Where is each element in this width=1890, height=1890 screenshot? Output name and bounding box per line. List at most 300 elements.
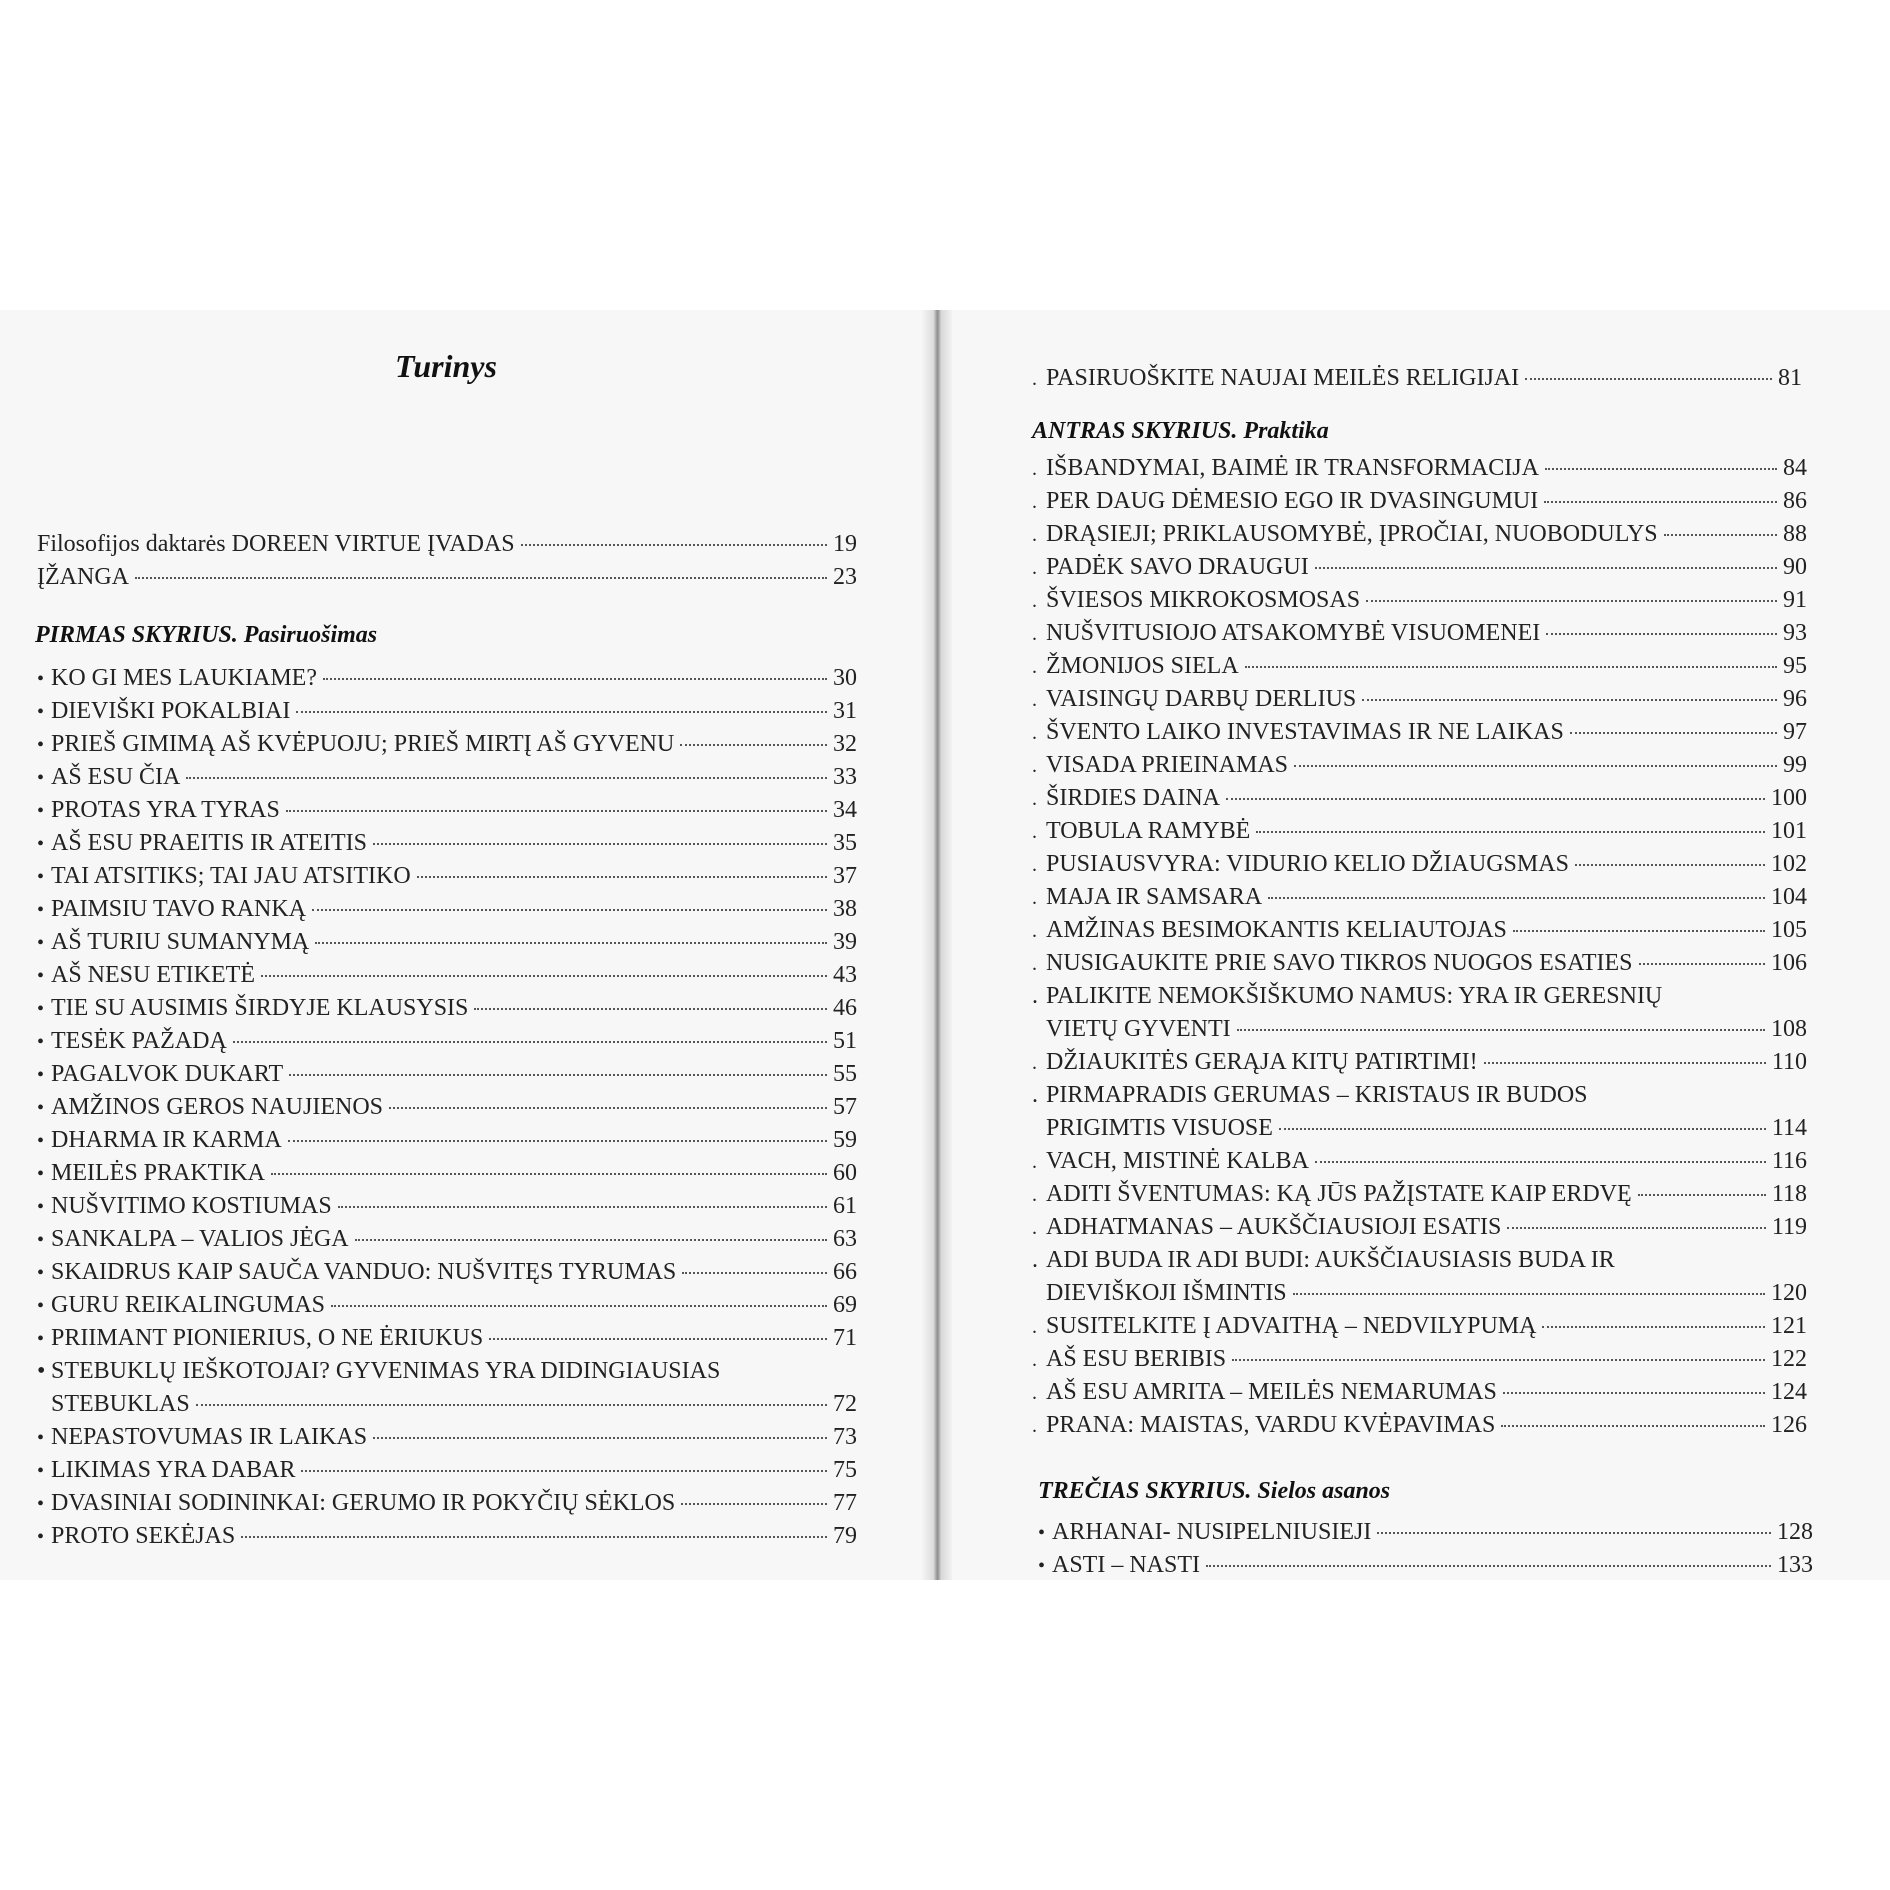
bullet: . [1032, 368, 1037, 390]
dot-leader [288, 1140, 827, 1142]
toc-entry [37, 893, 857, 926]
dot-leader [1315, 567, 1777, 569]
page-number: 106 [1771, 950, 1807, 976]
toc-entry-continuation: DIEVIŠKOJI IŠMINTIS [1046, 1280, 1287, 1306]
toc-entry-label: PASIRUOŠKITE NAUJAI MEILĖS RELIGIJAI [1046, 365, 1520, 391]
toc-entry-label: PAGALVOK DUKART [51, 1061, 284, 1087]
toc-entry-label: DVASINIAI SODININKAI: GERUMO IR POKYČIŲ SĖKLOS [51, 1490, 676, 1516]
toc-entry-label: DŽIAUKITĖS GERĄJA KITŲ PATIRTIMI! [1046, 1049, 1478, 1075]
dot-leader [373, 843, 827, 845]
toc-entry-label: GURU REIKALINGUMAS [51, 1292, 325, 1318]
bullet: . [1032, 458, 1037, 480]
toc-entry-label: PIRMAPRADIS GERUMAS – KRISTAUS IR BUDOS [1046, 1082, 1588, 1108]
bullet: . [1032, 722, 1037, 744]
toc-entry [37, 1157, 857, 1190]
page-number: 97 [1783, 719, 1807, 745]
dot-leader [271, 1173, 827, 1175]
dot-leader [1513, 930, 1765, 932]
toc-entry-label: VAISINGŲ DARBŲ DERLIUS [1046, 686, 1357, 712]
bullet: • [37, 1163, 45, 1185]
toc-entry-label: PALIKITE NEMOKŠIŠKUMO NAMUS: YRA IR GERESNIŲ [1046, 983, 1663, 1009]
toc-entry-label: KO GI MES LAUKIAME? [51, 665, 317, 691]
toc-entry [37, 1289, 857, 1322]
toc-entry-label: NUŠVITUSIOJO ATSAKOMYBĖ VISUOMENEI [1046, 620, 1541, 646]
toc-entry-label: IŠBANDYMAI, BAIMĖ IR TRANSFORMACIJA [1046, 455, 1539, 481]
toc-entry [37, 1223, 857, 1256]
bullet: . [1032, 491, 1037, 513]
toc-entry-label: NUŠVITIMO KOSTIUMAS [51, 1193, 332, 1219]
toc-entry-label: NUSIGAUKITE PRIE SAVO TIKROS NUOGOS ESATIES [1046, 950, 1633, 976]
toc-entry-line [1032, 980, 1662, 1012]
toc-entry-label: DIEVIŠKI POKALBIAI [51, 698, 291, 724]
page-number: 81 [1778, 365, 1802, 391]
right-page [942, 310, 1890, 1580]
page-number: 122 [1771, 1346, 1807, 1372]
dot-leader [186, 777, 827, 779]
dot-leader [1503, 1392, 1765, 1394]
page-number: 116 [1771, 1148, 1807, 1174]
bullet: . [1032, 1316, 1037, 1338]
toc-entry-label: ADI BUDA IR ADI BUDI: AUKŠČIAUSIASIS BUDA IR [1046, 1247, 1615, 1273]
bullet: . [1032, 920, 1037, 942]
bullet: • [37, 668, 45, 690]
bullet: • [37, 767, 45, 789]
dot-leader [1293, 1293, 1765, 1295]
dot-leader [681, 1503, 827, 1505]
page-number: 120 [1771, 1280, 1807, 1306]
toc-entry [1032, 683, 1807, 716]
toc-entry-label: AŠ ESU BERIBIS [1046, 1346, 1227, 1372]
toc-entry-label: DHARMA IR KARMA [51, 1127, 282, 1153]
chapter-heading [1038, 1478, 1390, 1505]
bullet: . [1032, 1247, 1038, 1273]
toc-entry [1032, 1211, 1807, 1244]
toc-entry [1032, 881, 1807, 914]
toc-entry-label: DRĄSIEJI; PRIKLAUSOMYBĖ, ĮPROČIAI, NUOBODULYS [1046, 521, 1658, 547]
page-number: 79 [833, 1523, 857, 1549]
toc-entry [1032, 1046, 1807, 1079]
toc-entry-label: PROTAS YRA TYRAS [51, 797, 280, 823]
dot-leader [1546, 633, 1777, 635]
toc-entry [1032, 914, 1807, 947]
bullet: • [37, 833, 45, 855]
toc-entry-label: ŠVENTO LAIKO INVESTAVIMAS IR NE LAIKAS [1046, 719, 1564, 745]
bullet: • [37, 998, 45, 1020]
toc-entry-label: SUSITELKITE Į ADVAITHĄ – NEDVILYPUMĄ [1046, 1313, 1537, 1339]
dot-leader [1294, 765, 1777, 767]
toc-entry-label: AMŽINAS BESIMOKANTIS KELIAUTOJAS [1046, 917, 1507, 943]
chapter-label: PIRMAS SKYRIUS. [35, 622, 244, 648]
bullet: . [1032, 854, 1037, 876]
page-number: 105 [1771, 917, 1807, 943]
dot-leader [331, 1305, 827, 1307]
toc-entry [1032, 617, 1807, 650]
page-number: 84 [1783, 455, 1807, 481]
dot-leader [1639, 963, 1766, 965]
page-number: 63 [833, 1226, 857, 1252]
toc-entry-label: PROTO SEKĖJAS [51, 1523, 236, 1549]
dot-leader [680, 744, 827, 746]
toc-entry [1032, 848, 1807, 881]
toc-entry [51, 1388, 857, 1420]
toc-entry [1032, 551, 1807, 584]
page-number: 91 [1783, 587, 1807, 613]
bullet: . [1032, 1151, 1037, 1173]
toc-entry [37, 1520, 857, 1553]
toc-entry [1032, 1178, 1807, 1211]
toc-entry-label: VACH, MISTINĖ KALBA [1046, 1148, 1309, 1174]
toc-entry [37, 1454, 857, 1487]
bullet: • [37, 1097, 45, 1119]
dot-leader [1501, 1425, 1765, 1427]
toc-entry-continuation: VIETŲ GYVENTI [1046, 1016, 1231, 1042]
dot-leader [417, 876, 827, 878]
dot-leader [1206, 1565, 1771, 1567]
bullet: . [1032, 1382, 1037, 1404]
bullet: • [37, 1526, 45, 1548]
toc-entry-label: ŠVIESOS MIKROKOSMOSAS [1046, 587, 1361, 613]
bullet: • [37, 932, 45, 954]
toc-entry-label: TOBULA RAMYBĖ [1046, 818, 1251, 844]
toc-entry [37, 1322, 857, 1355]
toc-entry [37, 992, 857, 1025]
toc-entry [1032, 362, 1802, 395]
page-number: 72 [833, 1391, 857, 1417]
chapter-heading [35, 622, 377, 649]
toc-entry [37, 695, 857, 728]
dot-leader [196, 1404, 827, 1406]
toc-entry [1032, 1343, 1807, 1376]
toc-entry-label: MEILĖS PRAKTIKA [51, 1160, 265, 1186]
toc-entry [1032, 1376, 1807, 1409]
page-number: 119 [1771, 1214, 1807, 1240]
dot-leader [1268, 897, 1765, 899]
toc-entry [1032, 485, 1807, 518]
dot-leader [1366, 600, 1777, 602]
toc-entry [37, 561, 857, 593]
toc-entry [37, 528, 857, 560]
page-number: 55 [833, 1061, 857, 1087]
bullet: • [37, 1358, 46, 1384]
toc-entry [37, 959, 857, 992]
toc-entry [1032, 1310, 1807, 1343]
bullet: . [1032, 983, 1038, 1009]
toc-entry [37, 1025, 857, 1058]
dot-leader [521, 544, 827, 546]
bullet: • [37, 1427, 45, 1449]
dot-leader [1279, 1128, 1766, 1130]
toc-entry-label: SANKALPA – VALIOS JĖGA [51, 1226, 349, 1252]
bullet: . [1032, 623, 1037, 645]
toc-entry-label: AŠ TURIU SUMANYMĄ [51, 929, 310, 955]
page-number: 37 [833, 863, 857, 889]
bullet: . [1032, 755, 1037, 777]
dot-leader [1542, 1326, 1765, 1328]
dot-leader [682, 1272, 827, 1274]
bullet: • [37, 866, 45, 888]
page-number: 99 [1783, 752, 1807, 778]
dot-leader [1638, 1194, 1766, 1196]
toc-entry-label: SKAIDRUS KAIP SAUČA VANDUO: NUŠVITĘS TYRUMAS [51, 1259, 677, 1285]
toc-entry-label: PRIEŠ GIMIMĄ AŠ KVĖPUOJU; PRIEŠ MIRTĮ AŠ GYVENU [51, 731, 675, 757]
dot-leader [312, 909, 827, 911]
page-number: 77 [833, 1490, 857, 1516]
page-number: 71 [833, 1325, 857, 1351]
page-number: 95 [1783, 653, 1807, 679]
bullet: • [37, 1262, 45, 1284]
toc-entry-label: PRANA: MAISTAS, VARDU KVĖPAVIMAS [1046, 1412, 1496, 1438]
bullet: . [1032, 1184, 1037, 1206]
toc-entry-label: AŠ ESU PRAEITIS IR ATEITIS [51, 830, 368, 856]
toc-entry-label: ADITI ŠVENTUMAS: KĄ JŪS PAŽĮSTATE KAIP ERDVĘ [1046, 1181, 1632, 1207]
bullet: • [1038, 1555, 1046, 1577]
dot-leader [489, 1338, 827, 1340]
toc-entry [37, 662, 857, 695]
page-number: 30 [833, 665, 857, 691]
page-number: 133 [1777, 1552, 1813, 1578]
bullet: • [37, 800, 45, 822]
bullet: . [1032, 590, 1037, 612]
bullet: . [1032, 788, 1037, 810]
dot-leader [1237, 1029, 1765, 1031]
bullet: • [37, 1328, 45, 1350]
page-number: 61 [833, 1193, 857, 1219]
bullet: • [1038, 1522, 1046, 1544]
dot-leader [474, 1008, 827, 1010]
toc-entry [1032, 782, 1807, 815]
chapter-title: Praktika [1243, 418, 1329, 444]
bullet: • [37, 734, 45, 756]
toc-entry-label: AŠ ESU AMRITA – MEILĖS NEMARUMAS [1046, 1379, 1497, 1405]
page-number: 96 [1783, 686, 1807, 712]
toc-entry-label: ASTI – NASTI [1052, 1552, 1200, 1578]
book-gutter [922, 310, 952, 1580]
toc-entry-label: PAIMSIU TAVO RANKĄ [51, 896, 307, 922]
dot-leader [1226, 798, 1765, 800]
bullet: . [1032, 557, 1037, 579]
page-number: 102 [1771, 851, 1807, 877]
dot-leader [1544, 501, 1777, 503]
toc-entry-label: NEPASTOVUMAS IR LAIKAS [51, 1424, 368, 1450]
page-number: 124 [1771, 1379, 1807, 1405]
chapter-label: ANTRAS SKYRIUS. [1032, 418, 1244, 444]
toc-entry-label: STEBUKLŲ IEŠKOTOJAI? GYVENIMAS YRA DIDINGIAUSIAS [51, 1358, 721, 1384]
toc-entry-continuation: PRIGIMTIS VISUOSE [1046, 1115, 1273, 1141]
bullet: . [1032, 1349, 1037, 1371]
toc-entry [37, 1256, 857, 1289]
page-number: 59 [833, 1127, 857, 1153]
bullet: . [1032, 524, 1037, 546]
toc-entry [1032, 452, 1807, 485]
dot-leader [233, 1041, 827, 1043]
bullet: • [37, 1064, 45, 1086]
dot-leader [1507, 1227, 1766, 1229]
page-number: 104 [1771, 884, 1807, 910]
page-number: 19 [833, 531, 857, 557]
toc-entry [1032, 716, 1807, 749]
bullet: • [37, 1460, 45, 1482]
chapter-heading [1032, 418, 1329, 445]
page-number: 110 [1771, 1049, 1807, 1075]
page-number: 108 [1771, 1016, 1807, 1042]
toc-entry [37, 1091, 857, 1124]
toc-entry [37, 860, 857, 893]
dot-leader [1570, 732, 1777, 734]
page-number: 118 [1771, 1181, 1807, 1207]
chapter-title: Pasiruošimas [243, 622, 378, 648]
toc-entry [37, 1421, 857, 1454]
toc-entry [1046, 1112, 1807, 1144]
page-number: 73 [833, 1424, 857, 1450]
bullet: . [1032, 1217, 1037, 1239]
toc-entry [1032, 1145, 1807, 1178]
bullet: . [1032, 821, 1037, 843]
dot-leader [1362, 699, 1777, 701]
toc-entry [37, 794, 857, 827]
page-number: 101 [1771, 818, 1807, 844]
toc-entry-label: AMŽINOS GEROS NAUJIENOS [51, 1094, 384, 1120]
toc-entry-label: PUSIAUSVYRA: VIDURIO KELIO DŽIAUGSMAS [1046, 851, 1569, 877]
toc-entry-label: ŽMONIJOS SIELA [1046, 653, 1239, 679]
bullet: • [37, 1295, 45, 1317]
page-number: 23 [833, 564, 857, 590]
page-number: 90 [1783, 554, 1807, 580]
bullet: . [1032, 689, 1037, 711]
page-number: 69 [833, 1292, 857, 1318]
dot-leader [389, 1107, 827, 1109]
page-number: 35 [833, 830, 857, 856]
page-number: 57 [833, 1094, 857, 1120]
page-number: 38 [833, 896, 857, 922]
dot-leader [261, 975, 827, 977]
toc-entry-label: PRIIMANT PIONIERIUS, O NE ĖRIUKUS [51, 1325, 484, 1351]
bullet: • [37, 899, 45, 921]
dot-leader [355, 1239, 827, 1241]
dot-leader [315, 942, 827, 944]
page-number: 34 [833, 797, 857, 823]
toc-entry-line [1032, 1244, 1615, 1276]
toc-entry-label: ARHANAI- NUSIPELNIUSIEJI [1052, 1519, 1372, 1545]
dot-leader [1664, 534, 1777, 536]
toc-entry-label: TESĖK PAŽADĄ [51, 1028, 227, 1054]
page-number: 51 [833, 1028, 857, 1054]
bullet: • [37, 1031, 45, 1053]
bullet: • [37, 701, 45, 723]
toc-entry [37, 1487, 857, 1520]
bullet: • [37, 1196, 45, 1218]
bullet: . [1032, 953, 1037, 975]
page-number: 88 [1783, 521, 1807, 547]
dot-leader [1545, 468, 1777, 470]
toc-entry [1046, 1277, 1807, 1309]
toc-entry [1032, 947, 1807, 980]
toc-entry [37, 1190, 857, 1223]
dot-leader [1245, 666, 1777, 668]
dot-leader [301, 1470, 827, 1472]
toc-entry [1046, 1013, 1807, 1045]
dot-leader [286, 810, 827, 812]
dot-leader [296, 711, 827, 713]
toc-entry-label: PADĖK SAVO DRAUGUI [1046, 554, 1309, 580]
toc-entry-label: AŠ ESU ČIA [51, 764, 181, 790]
bullet: . [1032, 1082, 1038, 1108]
page-number: 43 [833, 962, 857, 988]
page-number: 126 [1771, 1412, 1807, 1438]
dot-leader [338, 1206, 827, 1208]
toc-entry [1032, 584, 1807, 617]
toc-entry [1038, 1549, 1813, 1582]
toc-entry [1032, 749, 1807, 782]
dot-leader [373, 1437, 827, 1439]
toc-entry-label: LIKIMAS YRA DABAR [51, 1457, 296, 1483]
chapter-label: TREČIAS SKYRIUS. [1038, 1478, 1258, 1504]
dot-leader [1484, 1062, 1766, 1064]
toc-entry [1032, 1409, 1807, 1442]
page-number: 39 [833, 929, 857, 955]
page-number: 114 [1771, 1115, 1807, 1141]
dot-leader [1256, 831, 1765, 833]
dot-leader [1232, 1359, 1765, 1361]
page-number: 33 [833, 764, 857, 790]
toc-entry [37, 926, 857, 959]
dot-leader [1315, 1161, 1766, 1163]
page-number: 31 [833, 698, 857, 724]
toc-entry [37, 1124, 857, 1157]
toc-entry-line [1032, 1079, 1588, 1111]
toc-entry [1038, 1516, 1813, 1549]
toc-entry-label: PER DAUG DĖMESIO EGO IR DVASINGUMUI [1046, 488, 1539, 514]
page-title: Turinys [395, 348, 497, 384]
bullet: • [37, 965, 45, 987]
toc-entry [37, 761, 857, 794]
dot-leader [1575, 864, 1765, 866]
toc-entry [37, 827, 857, 860]
page-number: 121 [1771, 1313, 1807, 1339]
bullet: • [37, 1493, 45, 1515]
dot-leader [1377, 1532, 1771, 1534]
page-number: 93 [1783, 620, 1807, 646]
bullet: . [1032, 1415, 1037, 1437]
toc-entry-continuation: STEBUKLAS [51, 1391, 190, 1417]
dot-leader [289, 1074, 827, 1076]
page-number: 128 [1777, 1519, 1813, 1545]
dot-leader [323, 678, 827, 680]
page-number: 60 [833, 1160, 857, 1186]
toc-entry-label: TIE SU AUSIMIS ŠIRDYJE KLAUSYSIS [51, 995, 469, 1021]
toc-entry-label: VISADA PRIEINAMAS [1046, 752, 1289, 778]
left-page [0, 310, 935, 1580]
toc-entry-label: Filosofijos daktarės DOREEN VIRTUE ĮVADAS [37, 531, 515, 557]
toc-entry [37, 1058, 857, 1091]
toc-entry [1032, 518, 1807, 551]
dot-leader [1525, 378, 1772, 380]
toc-entry-label: ĮŽANGA [37, 564, 129, 590]
page-number: 86 [1783, 488, 1807, 514]
toc-entry [1032, 815, 1807, 848]
bullet: . [1032, 656, 1037, 678]
bullet: • [37, 1229, 45, 1251]
page-number: 66 [833, 1259, 857, 1285]
chapter-title: Sielos asanos [1257, 1478, 1391, 1504]
dot-leader [241, 1536, 827, 1538]
toc-entry-label: AŠ NESU ETIKETĖ [51, 962, 255, 988]
toc-entry [1032, 650, 1807, 683]
toc-entry-label: ADHATMANAS – AUKŠČIAUSIOJI ESATIS [1046, 1214, 1502, 1240]
bullet: • [37, 1130, 45, 1152]
bullet: . [1032, 1052, 1037, 1074]
toc-entry [37, 728, 857, 761]
toc-entry-label: TAI ATSITIKS; TAI JAU ATSITIKO [51, 863, 411, 889]
